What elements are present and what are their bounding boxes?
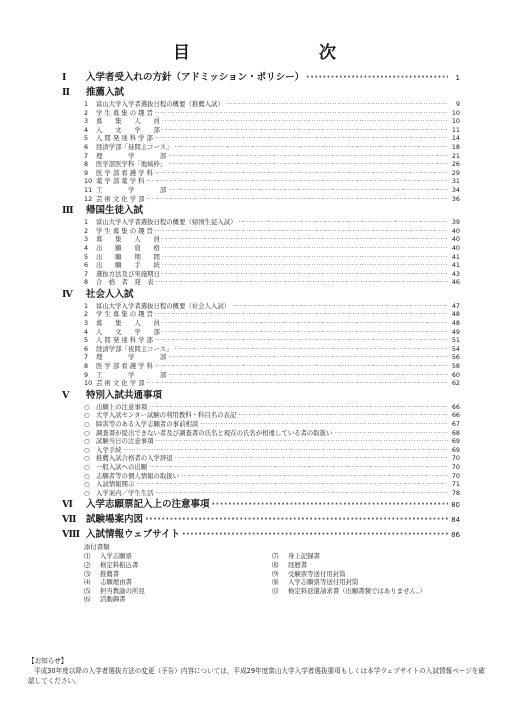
leader-dots	[162, 261, 448, 270]
attachment-number: ⑷	[84, 578, 91, 587]
section-heading	[62, 529, 460, 541]
section-heading	[62, 499, 460, 511]
toc-entry	[62, 371, 460, 380]
leader-dots	[145, 514, 448, 526]
section-title: 推薦入試	[86, 87, 125, 98]
entry-title: 推薦入試合格者の入学辞退	[96, 454, 173, 463]
attachments-column-left	[84, 552, 272, 604]
entry-title: 富山大学入学者選抜日程の概要（帰国生徒入試）	[96, 218, 237, 227]
section-heading	[62, 390, 460, 402]
section-title: 入学志願票記入上の注意事項	[86, 499, 210, 511]
entry-page: 58	[451, 362, 460, 371]
leader-dots	[162, 253, 448, 262]
section-number: Ⅰ	[62, 72, 67, 83]
attachment-number: ⑾	[272, 586, 279, 595]
entry-title: 薬 学 部 薬 学 科	[96, 177, 145, 186]
toc-entry	[62, 261, 460, 270]
entry-title: 医学部医学科「地域枠」	[96, 160, 167, 169]
section-number: Ⅳ	[62, 288, 73, 300]
section-number: Ⅱ	[62, 87, 71, 98]
entry-number: 3	[84, 319, 89, 328]
entry-page: 60	[451, 370, 460, 379]
section-number: Ⅴ	[62, 389, 70, 401]
entry-title: 理 学 部	[96, 151, 167, 160]
entry-title: 学 生 募 集 の 趣 旨	[96, 226, 153, 235]
entry-title: 経済学部「夜間主コース」	[96, 344, 173, 353]
entry-number: ○	[84, 411, 90, 420]
toc-entry	[62, 143, 460, 152]
entry-title: 試験当日の注意事項	[96, 437, 154, 446]
leader-dots	[334, 429, 448, 438]
leader-dots	[149, 463, 448, 472]
entry-number: ○	[84, 420, 90, 428]
section-page: 84	[451, 516, 460, 525]
attachment-name: 検定料返還請求書（出願書類ではありません。）	[288, 586, 426, 595]
leader-dots	[155, 310, 448, 319]
entry-page: 70	[451, 454, 460, 463]
attachment-number: ⑹	[84, 595, 91, 604]
toc-entry	[62, 336, 460, 345]
entry-page: 26	[451, 160, 460, 169]
attachment-number: ⑵	[84, 560, 91, 569]
leader-dots	[168, 371, 448, 380]
entry-number: 2	[84, 310, 89, 319]
toc-entry	[62, 100, 460, 109]
entry-title: 出 願 資 格	[96, 243, 160, 252]
attachments-title: 添付書類	[84, 543, 110, 552]
entry-page: 39	[451, 218, 460, 227]
entry-page: 40	[451, 226, 460, 235]
entry-title: 人 間 発 達 科 学 部	[96, 134, 153, 143]
entry-number: 9	[84, 168, 89, 177]
leader-dots	[155, 362, 448, 371]
leader-dots	[306, 72, 448, 84]
entry-title: 人 文 学 部	[96, 125, 160, 134]
toc-entry	[62, 109, 460, 118]
leader-dots	[181, 472, 448, 481]
leader-dots	[232, 302, 448, 311]
entry-title: 募 集 人 員	[96, 235, 160, 244]
toc-entry	[62, 328, 460, 337]
section-number: Ⅶ	[62, 514, 77, 526]
entry-number: ○	[84, 402, 90, 411]
leader-dots	[175, 454, 448, 463]
entry-page: 21	[451, 151, 460, 160]
leader-dots	[226, 100, 448, 109]
toc-entry	[62, 117, 460, 126]
table-of-contents	[62, 72, 460, 604]
section-title: 入学者受入れの方針（アドミッション・ポリシー）	[86, 72, 305, 83]
attachment-number: ⑶	[84, 569, 91, 578]
toc-entry	[62, 244, 460, 253]
entry-number: ○	[84, 471, 90, 480]
attachment-name: 活動調書	[100, 595, 126, 604]
entry-page: 70	[451, 471, 460, 480]
entry-title: 人 間 発 達 科 学 部	[96, 336, 153, 345]
section-title: 特別入試共通事項	[86, 389, 163, 401]
attachment-item	[272, 578, 460, 587]
entry-number: 3	[84, 117, 89, 126]
entry-title: 一般入試への出願	[96, 462, 148, 471]
entry-page: 48	[451, 310, 460, 319]
entry-page: 47	[451, 301, 460, 310]
leader-dots	[239, 218, 448, 227]
entry-number: 3	[84, 235, 89, 244]
entry-title: 芸 術 文 化 学 部	[96, 379, 145, 388]
attachment-name: 入学志願票等送付用封筒	[288, 578, 359, 587]
attachments-column-right	[272, 552, 460, 604]
leader-dots	[182, 529, 448, 541]
leader-dots	[200, 420, 448, 429]
attachment-name: 経歴書	[288, 560, 308, 569]
leader-dots	[155, 227, 448, 236]
entry-number: 7	[84, 353, 89, 362]
attachment-name: 志願理由書	[100, 578, 132, 587]
entry-number: 4	[84, 327, 89, 336]
attachments-list	[62, 543, 460, 604]
entry-number: ○	[84, 437, 90, 446]
attachment-item	[84, 578, 272, 587]
attachment-item	[84, 570, 272, 579]
toc-entry	[62, 362, 460, 371]
entry-title: 大学入試センター試験の利用教科・科目名の表記	[96, 411, 237, 420]
leader-dots	[155, 169, 448, 178]
section-title: 社会人入試	[86, 288, 134, 300]
entry-number: ○	[84, 454, 90, 463]
entry-title: 合 格 者 発 表	[96, 278, 154, 287]
entry-page: 67	[451, 420, 460, 428]
toc-entry	[62, 480, 460, 489]
toc-entry	[62, 152, 460, 161]
attachment-number: ⑸	[84, 586, 91, 595]
entry-title: 理 学 部	[96, 353, 167, 362]
toc-entry	[62, 310, 460, 319]
entry-page: 34	[451, 185, 460, 194]
entry-title: 芸 術 文 化 学 部	[96, 194, 145, 203]
attachment-item	[84, 561, 272, 570]
entry-number: 6	[84, 142, 89, 151]
leader-dots	[212, 499, 448, 511]
toc-entry	[62, 353, 460, 362]
toc-entry	[62, 379, 460, 388]
toc-entry	[62, 411, 460, 420]
entry-page: 48	[451, 319, 460, 328]
toc-entry	[62, 177, 460, 186]
section-page: 86	[451, 531, 460, 540]
leader-dots	[162, 319, 448, 328]
entry-page: 41	[451, 261, 460, 270]
section-heading	[62, 289, 460, 301]
toc-entry	[62, 489, 460, 498]
entry-page: 66	[451, 402, 460, 411]
section-page: 80	[451, 501, 460, 510]
section-title: 帰国生徒入試	[86, 205, 144, 217]
entry-title: 経済学部「昼間主コース」	[96, 142, 173, 151]
entry-page: 40	[451, 243, 460, 252]
entry-page: 66	[451, 411, 460, 420]
toc-entry	[62, 278, 460, 287]
entry-page: 49	[451, 327, 460, 336]
section-page: 1	[455, 74, 460, 82]
entry-title: 選抜方法及び実施期日	[96, 269, 160, 278]
entry-page: 41	[451, 252, 460, 261]
entry-page: 9	[455, 100, 460, 108]
entry-page: 10	[451, 117, 460, 126]
attachment-name: 検定料振込書	[100, 560, 139, 569]
toc-entry	[62, 270, 460, 279]
attachment-item	[272, 561, 460, 570]
leader-dots	[147, 177, 448, 186]
leader-dots	[174, 345, 448, 354]
entry-number: 9	[84, 370, 89, 379]
entry-title: 調査書が提出できない者及び調査書の氏名と現在の氏名が相違している者の取扱い	[96, 428, 333, 437]
entry-title: 募 集 人 員	[96, 319, 160, 328]
toc-entry	[62, 319, 460, 328]
toc-entry	[62, 437, 460, 446]
entry-number: 1	[84, 301, 89, 310]
entry-page: 36	[451, 194, 460, 203]
entry-number: 7	[84, 151, 89, 160]
entry-number: 8	[84, 362, 89, 371]
entry-title: 入試情報開示	[96, 480, 135, 489]
toc-entry	[62, 195, 460, 204]
leader-dots	[147, 195, 448, 204]
entry-number: 4	[84, 243, 89, 252]
leader-dots	[156, 278, 448, 287]
leader-dots	[168, 160, 448, 169]
entry-title: 学 生 募 集 の 趣 旨	[96, 310, 153, 319]
notice-title: 【お知らせ】	[28, 657, 68, 665]
entry-page: 62	[451, 379, 460, 388]
entry-number: 5	[84, 134, 89, 143]
entry-number: 6	[84, 261, 89, 270]
entry-title: 富山大学入学者選抜日程の概要（社会人入試）	[96, 301, 231, 310]
entry-page: 46	[451, 278, 460, 287]
entry-page: 18	[451, 142, 460, 151]
leader-dots	[155, 336, 448, 345]
entry-page: 10	[451, 108, 460, 117]
section-title: 入試情報ウェブサイト	[86, 529, 180, 541]
entry-page: 31	[451, 177, 460, 186]
entry-page: 51	[451, 336, 460, 345]
attachment-item	[272, 570, 460, 579]
attachment-name: 担当教諭の所見	[100, 586, 145, 595]
toc-entry	[62, 186, 460, 195]
entry-title: 学 生 募 集 の 趣 旨	[96, 108, 153, 117]
entry-title: 入学手続	[96, 445, 122, 454]
toc-entry	[62, 454, 460, 463]
entry-number: 2	[84, 108, 89, 117]
toc-entry	[62, 160, 460, 169]
leader-dots	[156, 489, 448, 498]
attachment-name: 身上記録書	[288, 552, 320, 561]
notice-body: 平成30年度以降の入学者選抜方法の変更（予告）内容については，平成29年度富山大学入学者選抜要項もしくは本学ウェブサイトの入試情報ページを確認してください。	[28, 667, 485, 685]
entry-page: 69	[451, 437, 460, 446]
attachment-item	[84, 595, 272, 604]
leader-dots	[168, 186, 448, 195]
attachment-name: 受験票等送付用封筒	[288, 569, 346, 578]
entry-page: 29	[451, 168, 460, 177]
entry-title: 富山大学入学者選抜日程の概要（推薦入試）	[96, 100, 224, 108]
toc-entry	[62, 420, 460, 429]
leader-dots	[162, 328, 448, 337]
toc-entry	[62, 218, 460, 227]
leader-dots	[238, 411, 448, 420]
leader-dots	[174, 143, 448, 152]
entry-number: 10	[84, 379, 93, 388]
leader-dots	[162, 126, 448, 135]
toc-entry	[62, 429, 460, 438]
entry-title: 募 集 人 員	[96, 117, 160, 126]
entry-page: 78	[451, 488, 460, 497]
entry-number: 5	[84, 252, 89, 261]
section-number: Ⅷ	[62, 529, 81, 541]
entry-page: 54	[451, 344, 460, 353]
attachment-number: ⑻	[272, 560, 279, 569]
section-title: 試験場案内図	[86, 514, 144, 526]
entry-number: 5	[84, 336, 89, 345]
notice	[28, 656, 488, 686]
section-number: Ⅵ	[62, 499, 73, 511]
entry-number: ○	[84, 462, 90, 471]
section-heading	[62, 514, 460, 526]
leader-dots	[155, 109, 448, 118]
section-heading	[62, 72, 460, 84]
entry-page: 40	[451, 235, 460, 244]
leader-dots	[168, 152, 448, 161]
section-number: Ⅲ	[62, 205, 74, 217]
entry-number: 2	[84, 226, 89, 235]
leader-dots	[162, 270, 448, 279]
section-heading	[62, 205, 460, 217]
entry-page: 71	[451, 480, 460, 489]
section-heading	[62, 87, 460, 99]
entry-number: 1	[84, 100, 89, 108]
entry-number: 7	[84, 269, 89, 278]
leader-dots	[168, 353, 448, 362]
entry-page: 69	[451, 445, 460, 454]
entry-title: 医 学 部 看 護 学 科	[96, 168, 153, 177]
entry-page: 56	[451, 353, 460, 362]
entry-title: 人 文 学 部	[96, 327, 160, 336]
entry-number: 12	[84, 194, 93, 203]
attachment-name: 入学志願票	[100, 552, 132, 561]
entry-number: 4	[84, 125, 89, 134]
leader-dots	[162, 235, 448, 244]
entry-title: 工 学 部	[96, 185, 167, 194]
entry-page: 11	[451, 125, 460, 134]
entry-number: 8	[84, 278, 89, 287]
entry-number: 10	[84, 177, 93, 186]
entry-page: 43	[451, 269, 460, 278]
entry-page: 68	[451, 428, 460, 437]
entry-page: 70	[451, 462, 460, 471]
attachment-item	[272, 587, 460, 596]
entry-title: 出願上の注意事項	[96, 402, 148, 411]
attachment-number: ⑽	[272, 578, 279, 587]
entry-page: 14	[451, 134, 460, 143]
toc-entry	[62, 472, 460, 481]
attachment-number: ⑼	[272, 569, 279, 578]
page-title: 目 次	[173, 43, 392, 63]
attachment-number: ⑺	[272, 552, 279, 561]
attachment-item	[84, 552, 272, 561]
leader-dots	[136, 480, 448, 489]
entry-number: ○	[84, 428, 90, 437]
entry-title: 出 願 手 続	[96, 261, 160, 270]
toc-entry	[62, 134, 460, 143]
entry-title: 志願者等の個人情報の取扱い	[96, 471, 180, 480]
entry-number: ○	[84, 480, 90, 489]
toc-entry	[62, 463, 460, 472]
toc-entry	[62, 235, 460, 244]
entry-number: 1	[84, 218, 89, 227]
attachment-item	[272, 552, 460, 561]
entry-title: 障害等のある入学志願者の事前相談	[96, 420, 199, 428]
leader-dots	[162, 244, 448, 253]
toc-entry	[62, 253, 460, 262]
entry-number: 8	[84, 160, 89, 169]
entry-title: 工 学 部	[96, 370, 167, 379]
entry-number: 6	[84, 344, 89, 353]
entry-number: ○	[84, 445, 90, 454]
attachment-number: ⑴	[84, 552, 91, 561]
entry-title: 医 学 部 看 護 学 科	[96, 362, 153, 371]
leader-dots	[156, 437, 448, 446]
leader-dots	[162, 117, 448, 126]
leader-dots	[155, 134, 448, 143]
entry-title: 入学案内／学生生活	[96, 488, 154, 497]
entry-number: 11	[84, 185, 93, 194]
entry-title: 出 願 期 間	[96, 252, 160, 261]
attachment-name: 推薦書	[100, 569, 120, 578]
leader-dots	[147, 379, 448, 388]
entry-number: ○	[84, 488, 90, 497]
